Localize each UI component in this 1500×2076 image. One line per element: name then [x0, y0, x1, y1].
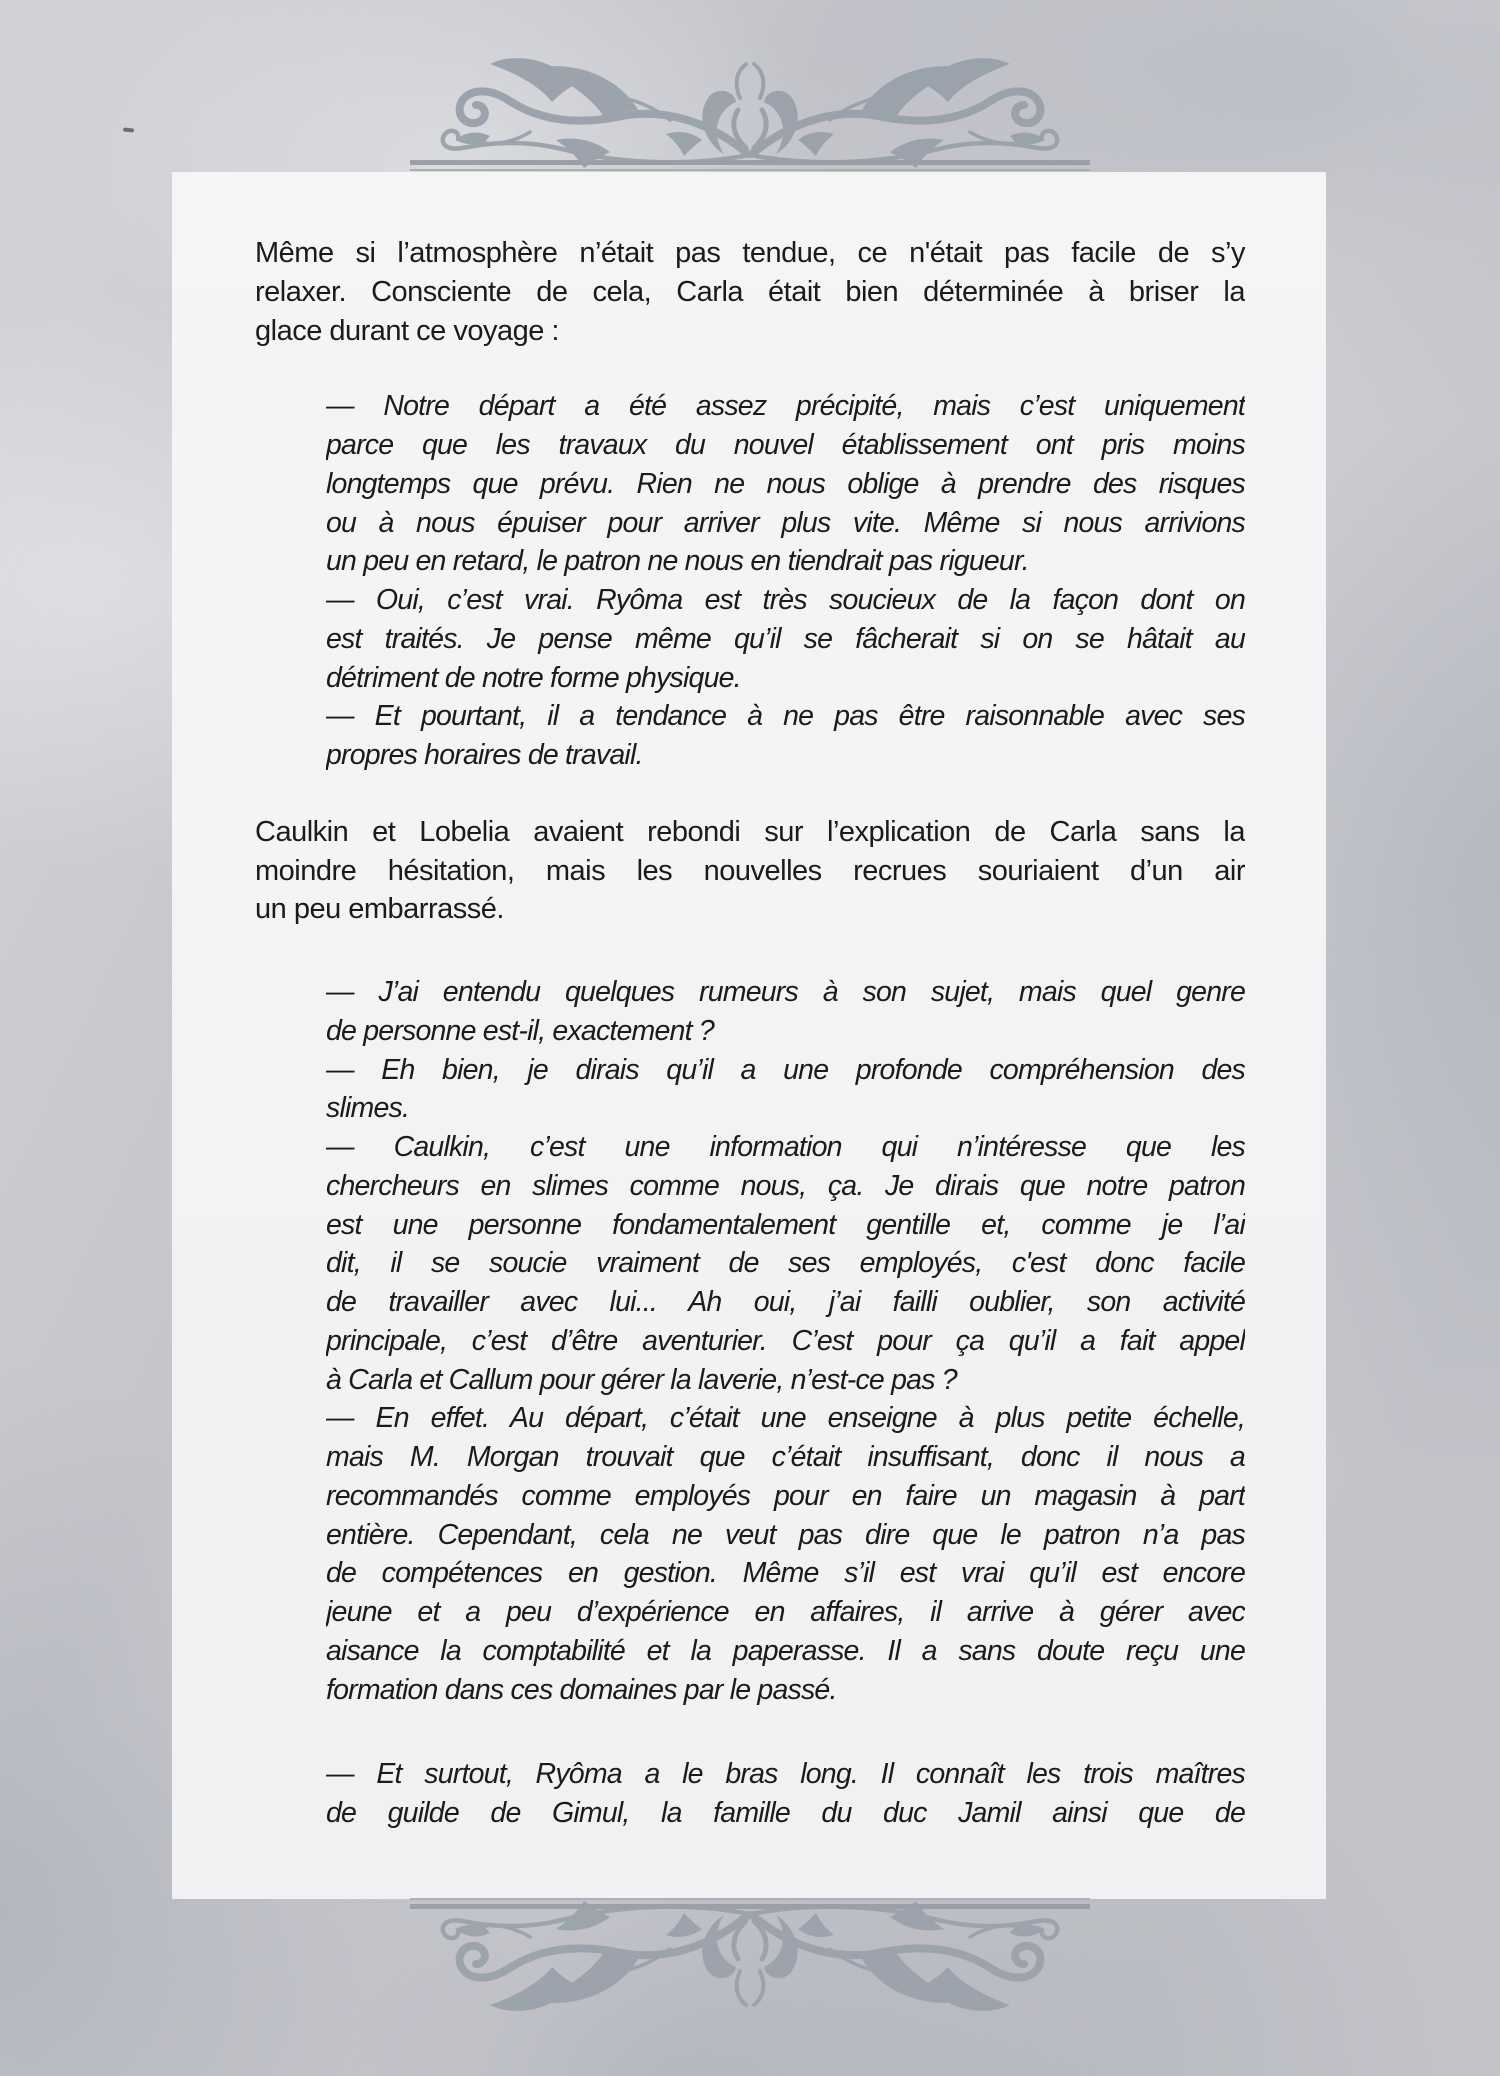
text-line: de compétences en gestion. Même s’il est vrai qu’il est encore [326, 1557, 1245, 1590]
text-line: — Eh bien, je dirais qu’il a une profonde compréhension des [326, 1053, 1245, 1086]
text-line: principale, c’est d’être aventurier. C’est pour ça qu’il a fait appel [326, 1324, 1245, 1357]
text-line: est une personne fondamentalement gentille et, comme je l’ai [326, 1208, 1245, 1241]
text-line: de travailler avec lui... Ah oui, j’ai failli oublier, son activité [326, 1286, 1245, 1318]
dust-speck [123, 127, 134, 132]
text-line: Même si l’atmosphère n’était pas tendue, ce n'était pas facile de s’y [255, 237, 1245, 269]
text-line: parce que les travaux du nouvel établissement ont pris moins [326, 429, 1245, 461]
text-line: un peu en retard, le patron ne nous en tiendrait pas rigueur. [326, 545, 1029, 578]
text-line: à Carla et Callum pour gérer la laverie, n’est-ce pas ? [326, 1363, 957, 1396]
dialogue-paragraph [326, 581, 1245, 697]
text-line: moindre hésitation, mais les nouvelles recrues souriaient d’un air [255, 854, 1245, 887]
text-line: slimes. [326, 1092, 410, 1125]
text-line: aisance la comptabilité et la paperasse. Il a sans doute reçu une [326, 1634, 1245, 1667]
text-line: un peu embarrassé. [255, 893, 504, 926]
text-line: — En effet. Au départ, c’était une enseigne à plus petite échelle, [326, 1402, 1245, 1435]
text-line: jeune et a peu d’expérience en affaires, il arrive à gérer avec [326, 1596, 1245, 1628]
dialogue-paragraph [326, 1755, 1245, 1833]
text-panel [172, 172, 1326, 1899]
dialogue-paragraph [326, 1128, 1245, 1399]
dialogue-paragraph [326, 697, 1245, 775]
text-line: Caulkin et Lobelia avaient rebondi sur l’explication de Carla sans la [255, 815, 1245, 848]
narration-paragraph [255, 813, 1245, 929]
text-line: est traités. Je pense même qu’il se fâcherait si on se hâtait au [326, 622, 1245, 655]
text-line: — Et surtout, Ryôma a le bras long. Il connaît les trois maîtres [326, 1758, 1245, 1791]
text-line: mais M. Morgan trouvait que c’était insuffisant, donc il nous a [326, 1441, 1245, 1473]
dialogue-paragraph [326, 387, 1245, 581]
text-line: entière. Cependant, cela ne veut pas dire que le patron n’a pas [326, 1518, 1245, 1551]
text-column [172, 172, 1326, 1833]
dialogue-paragraph [326, 1051, 1245, 1129]
narration-paragraph [255, 234, 1245, 350]
text-line: longtemps que prévu. Rien ne nous oblige à prendre des risques [326, 467, 1245, 500]
text-line: recommandés comme employés pour en faire un magasin à part [326, 1479, 1245, 1512]
text-line: — Et pourtant, il a tendance à ne pas être raisonnable avec ses [326, 700, 1245, 733]
text-line: — J’ai entendu quelques rumeurs à son sujet, mais quel genre [326, 976, 1245, 1008]
dialogue-paragraph [326, 1399, 1245, 1709]
text-line: formation dans ces domaines par le passé. [326, 1673, 837, 1706]
text-line: de personne est-il, exactement ? [326, 1014, 714, 1047]
flourish-divider-bottom-icon [410, 1875, 1090, 2025]
text-line: dit, il se soucie vraiment de ses employés, c'est donc facile [326, 1247, 1245, 1280]
text-line: propres horaires de travail. [326, 739, 643, 771]
text-line: — Notre départ a été assez précipité, mais c’est uniquement [326, 390, 1245, 423]
text-line: détriment de notre forme physique. [326, 661, 741, 694]
text-line: — Oui, c’est vrai. Ryôma est très soucieux de la façon dont on [326, 584, 1245, 616]
text-line: chercheurs en slimes comme nous, ça. Je dirais que notre patron [326, 1169, 1245, 1202]
text-line: glace durant ce voyage : [255, 314, 559, 347]
text-line: — Caulkin, c’est une information qui n’intéresse que les [326, 1131, 1245, 1163]
text-line: relaxer. Consciente de cela, Carla était bien déterminée à briser la [255, 275, 1245, 308]
text-line: ou à nous épuiser pour arriver plus vite. Même si nous arrivions [326, 506, 1245, 539]
dialogue-paragraph [326, 973, 1245, 1051]
text-line: de guilde de Gimul, la famille du duc Jamil ainsi que de [326, 1797, 1245, 1829]
